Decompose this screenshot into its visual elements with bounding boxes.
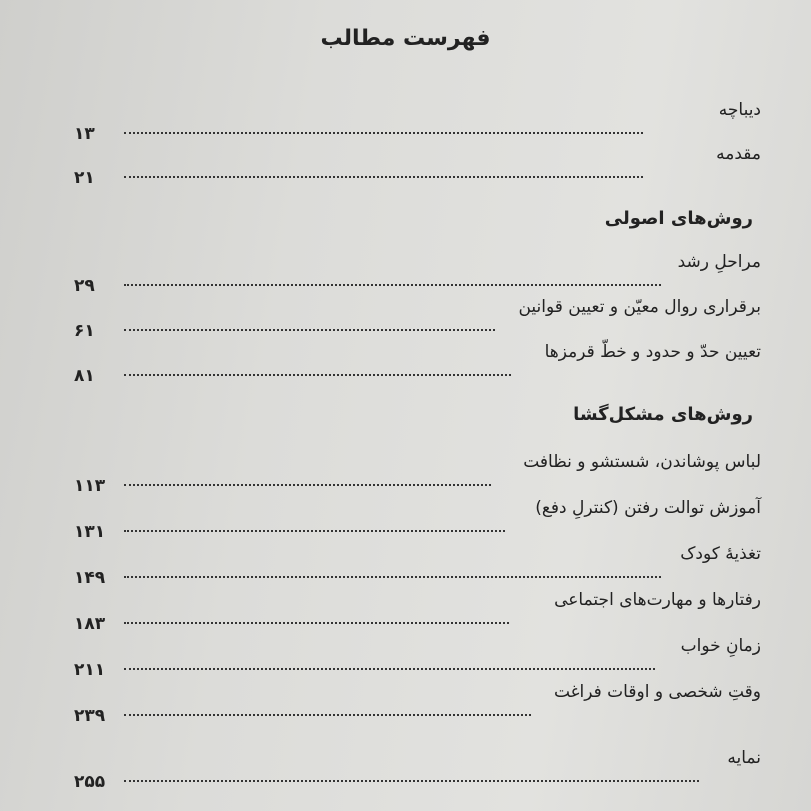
dot-leader [124,482,491,486]
toc-page-number: ۲۱۱ [74,660,106,680]
dot-leader [124,620,509,624]
toc-page-number: ۲۱ [74,168,95,188]
dot-leader [124,574,661,578]
toc-entry-label: تعیین حدّ و حدود و خطّ قرمزها [544,342,761,362]
page-title: فهرست مطالب [320,26,491,51]
section-heading: روش‌های اصولی [604,208,753,229]
toc-page-number: ۱۳۱ [74,522,106,542]
toc-page-number: ۶۱ [74,321,95,341]
toc-page-number: ۲۵۵ [74,772,106,792]
toc-entry-label: آموزش توالت رفتن (کنترلِ دفع) [535,498,761,518]
toc-entry [74,342,761,386]
dot-leader [124,666,655,670]
toc-entry-label: مراحلِ رشد [677,252,761,272]
toc-entry-label: برقراری روال معیّن و تعیین قوانین [518,297,761,317]
toc-entry-label: تغذیهٔ کودک [680,544,761,564]
dot-leader [124,130,643,134]
toc-entry [74,498,761,542]
toc-entry [74,252,761,296]
toc-entry [74,682,761,726]
toc-entry [74,100,761,144]
toc-entry-label: لباس پوشاندن، شستشو و نظافت [523,452,761,472]
toc-entry [74,452,761,496]
toc-page-number: ۱۱۳ [74,476,106,496]
toc-entry [74,297,761,341]
toc-page-number: ۱۸۳ [74,614,106,634]
toc-entry [74,144,761,188]
dot-leader [124,528,505,532]
toc-page-number: ۲۹ [74,276,95,296]
toc-entry-label: زمانِ خواب [680,636,761,656]
toc-entry [74,544,761,588]
dot-leader [124,778,699,782]
dot-leader [124,327,495,331]
toc-page-number: ۱۳ [74,124,95,144]
toc-entry-label: وقتِ شخصی و اوقات فراغت [553,682,761,702]
toc-entry-label: نمایه [727,748,761,768]
dot-leader [124,372,511,376]
dot-leader [124,712,531,716]
toc-page-number: ۱۴۹ [74,568,106,588]
dot-leader [124,174,643,178]
toc-page-number: ۲۳۹ [74,706,106,726]
toc-entry-label: مقدمه [716,144,761,164]
section-heading: روش‌های مشکل‌گشا [573,404,753,425]
toc-entry [74,636,761,680]
toc-entry [74,748,761,792]
toc-entry [74,590,761,634]
toc-entry-label: دیباچه [718,100,761,120]
toc-page-number: ۸۱ [74,366,95,386]
dot-leader [124,282,661,286]
toc-entry-label: رفتارها و مهارت‌های اجتماعی [554,590,761,610]
